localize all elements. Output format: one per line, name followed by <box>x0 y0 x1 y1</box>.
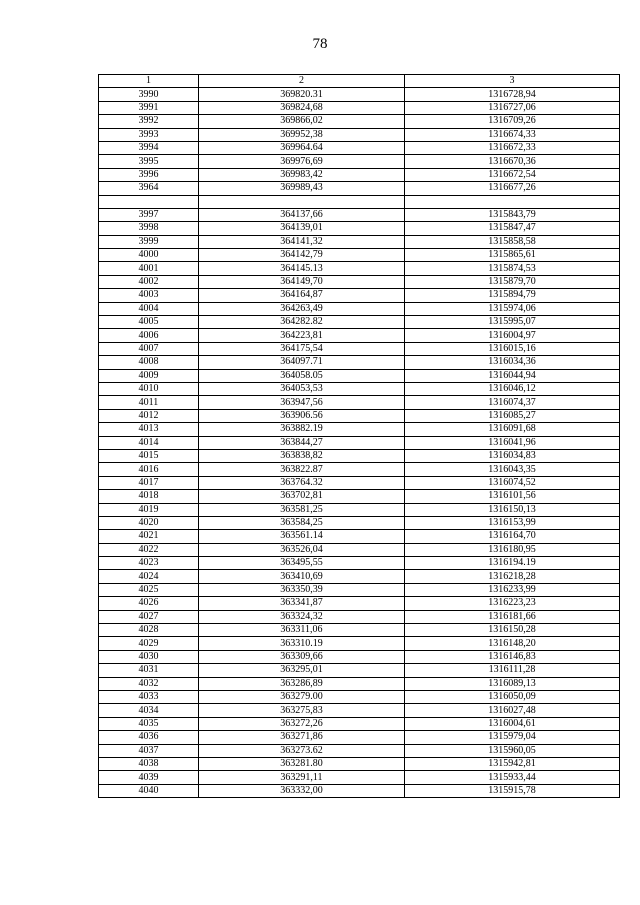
x-coordinate-cell: 364282.82 <box>199 316 405 329</box>
table-row <box>99 677 620 690</box>
point-number-cell: 4032 <box>99 677 199 690</box>
y-coordinate-cell: 1316153,99 <box>405 516 620 529</box>
x-coordinate-cell: 363310.19 <box>199 637 405 650</box>
table-row <box>99 583 620 596</box>
y-coordinate-cell: 1315843,79 <box>405 208 620 221</box>
point-number-cell <box>99 195 199 208</box>
table-row <box>99 624 620 637</box>
y-coordinate-cell: 1316674,33 <box>405 128 620 141</box>
y-coordinate-cell: 1315879,70 <box>405 275 620 288</box>
x-coordinate-cell <box>199 195 405 208</box>
point-number-cell: 4014 <box>99 436 199 449</box>
y-coordinate-cell: 1316034,36 <box>405 356 620 369</box>
y-coordinate-cell: 1316034,83 <box>405 449 620 462</box>
table-row <box>99 436 620 449</box>
x-coordinate-cell: 363281.80 <box>199 757 405 770</box>
point-number-cell: 4004 <box>99 302 199 315</box>
x-coordinate-cell: 364139,01 <box>199 222 405 235</box>
x-coordinate-cell: 363581,25 <box>199 503 405 516</box>
x-coordinate-cell: 363311,06 <box>199 624 405 637</box>
y-coordinate-cell: 1316223,23 <box>405 597 620 610</box>
table-row <box>99 316 620 329</box>
table-row <box>99 235 620 248</box>
y-coordinate-cell: 1315915,78 <box>405 784 620 797</box>
y-coordinate-cell: 1316101,56 <box>405 490 620 503</box>
x-coordinate-cell: 363275,83 <box>199 704 405 717</box>
point-number-cell: 3995 <box>99 155 199 168</box>
y-coordinate-cell: 1316672,33 <box>405 141 620 154</box>
y-coordinate-cell: 1315974,06 <box>405 302 620 315</box>
y-coordinate-cell: 1316164,70 <box>405 530 620 543</box>
point-number-cell: 3990 <box>99 88 199 101</box>
x-coordinate-cell: 363584,25 <box>199 516 405 529</box>
x-coordinate-cell: 363291,11 <box>199 771 405 784</box>
y-coordinate-cell: 1316046,12 <box>405 382 620 395</box>
y-coordinate-cell <box>405 195 620 208</box>
point-number-cell: 4019 <box>99 503 199 516</box>
x-coordinate-cell: 363332,00 <box>199 784 405 797</box>
point-number-cell: 4000 <box>99 249 199 262</box>
x-coordinate-cell: 364137,66 <box>199 208 405 221</box>
point-number-cell: 4006 <box>99 329 199 342</box>
point-number-cell: 4011 <box>99 396 199 409</box>
table-row <box>99 503 620 516</box>
table-row <box>99 570 620 583</box>
x-coordinate-cell: 363286,89 <box>199 677 405 690</box>
y-coordinate-cell: 1316709,26 <box>405 115 620 128</box>
table-row <box>99 101 620 114</box>
point-number-cell: 4025 <box>99 583 199 596</box>
table-row <box>99 155 620 168</box>
y-coordinate-cell: 1316194.19 <box>405 557 620 570</box>
point-number-cell: 4036 <box>99 731 199 744</box>
x-coordinate-cell: 364053,53 <box>199 382 405 395</box>
y-coordinate-cell: 1316074,37 <box>405 396 620 409</box>
table-row <box>99 262 620 275</box>
x-coordinate-cell: 363271,86 <box>199 731 405 744</box>
table-row <box>99 784 620 797</box>
y-coordinate-cell: 1316677,26 <box>405 182 620 195</box>
point-number-cell: 4021 <box>99 530 199 543</box>
x-coordinate-cell: 363838,82 <box>199 449 405 462</box>
x-coordinate-cell: 363882.19 <box>199 423 405 436</box>
x-coordinate-cell: 369976,69 <box>199 155 405 168</box>
point-number-cell: 3996 <box>99 168 199 181</box>
table-row <box>99 329 620 342</box>
y-coordinate-cell: 1316085,27 <box>405 409 620 422</box>
point-number-cell: 4039 <box>99 771 199 784</box>
table-row <box>99 128 620 141</box>
point-number-cell: 4015 <box>99 449 199 462</box>
point-number-cell: 4017 <box>99 476 199 489</box>
point-number-cell: 4013 <box>99 423 199 436</box>
coordinates-table <box>98 74 620 798</box>
x-coordinate-cell: 363295,01 <box>199 664 405 677</box>
table-row <box>99 650 620 663</box>
table-row <box>99 275 620 288</box>
point-number-cell: 4022 <box>99 543 199 556</box>
y-coordinate-cell: 1316089,13 <box>405 677 620 690</box>
x-coordinate-cell: 363309,66 <box>199 650 405 663</box>
y-coordinate-cell: 1316091,68 <box>405 423 620 436</box>
x-coordinate-cell: 363822.87 <box>199 463 405 476</box>
x-coordinate-cell: 363341,87 <box>199 597 405 610</box>
point-number-cell: 4023 <box>99 557 199 570</box>
point-number-cell: 4035 <box>99 717 199 730</box>
point-number-cell: 4031 <box>99 664 199 677</box>
table-row <box>99 369 620 382</box>
column-header: 2 <box>199 75 405 88</box>
point-number-cell: 4003 <box>99 289 199 302</box>
y-coordinate-cell: 1315979,04 <box>405 731 620 744</box>
point-number-cell: 4030 <box>99 650 199 663</box>
table-row <box>99 771 620 784</box>
point-number-cell: 4029 <box>99 637 199 650</box>
table-row <box>99 168 620 181</box>
table-row <box>99 409 620 422</box>
table-row <box>99 88 620 101</box>
point-number-cell: 4001 <box>99 262 199 275</box>
table-row <box>99 690 620 703</box>
y-coordinate-cell: 1316146,83 <box>405 650 620 663</box>
x-coordinate-cell: 363279.00 <box>199 690 405 703</box>
x-coordinate-cell: 364164,87 <box>199 289 405 302</box>
point-number-cell: 4002 <box>99 275 199 288</box>
x-coordinate-cell: 363561.14 <box>199 530 405 543</box>
point-number-cell: 4028 <box>99 624 199 637</box>
table-row <box>99 757 620 770</box>
point-number-cell: 3993 <box>99 128 199 141</box>
x-coordinate-cell: 363272,26 <box>199 717 405 730</box>
point-number-cell: 4038 <box>99 757 199 770</box>
x-coordinate-cell: 369983,42 <box>199 168 405 181</box>
y-coordinate-cell: 1315858,58 <box>405 235 620 248</box>
table-row <box>99 182 620 195</box>
y-coordinate-cell: 1315894,79 <box>405 289 620 302</box>
y-coordinate-cell: 1316044,94 <box>405 369 620 382</box>
y-coordinate-cell: 1316728,94 <box>405 88 620 101</box>
table-row <box>99 597 620 610</box>
y-coordinate-cell: 1316670,36 <box>405 155 620 168</box>
x-coordinate-cell: 363324,32 <box>199 610 405 623</box>
x-coordinate-cell: 364149,70 <box>199 275 405 288</box>
table-row <box>99 717 620 730</box>
y-coordinate-cell: 1315933,44 <box>405 771 620 784</box>
x-coordinate-cell: 364142,79 <box>199 249 405 262</box>
table-row <box>99 664 620 677</box>
point-number-cell: 4040 <box>99 784 199 797</box>
point-number-cell: 3991 <box>99 101 199 114</box>
y-coordinate-cell: 1316043,35 <box>405 463 620 476</box>
point-number-cell: 3999 <box>99 235 199 248</box>
y-coordinate-cell: 1316672,54 <box>405 168 620 181</box>
y-coordinate-cell: 1316150,28 <box>405 624 620 637</box>
point-number-cell: 4010 <box>99 382 199 395</box>
point-number-cell: 4007 <box>99 342 199 355</box>
point-number-cell: 3992 <box>99 115 199 128</box>
point-number-cell: 4033 <box>99 690 199 703</box>
point-number-cell: 4012 <box>99 409 199 422</box>
table-row <box>99 356 620 369</box>
x-coordinate-cell: 363764.32 <box>199 476 405 489</box>
table-row <box>99 637 620 650</box>
table-row <box>99 449 620 462</box>
x-coordinate-cell: 363906.56 <box>199 409 405 422</box>
point-number-cell: 4026 <box>99 597 199 610</box>
table-row <box>99 476 620 489</box>
table-row <box>99 115 620 128</box>
x-coordinate-cell: 364145.13 <box>199 262 405 275</box>
table-row <box>99 208 620 221</box>
x-coordinate-cell: 363702,81 <box>199 490 405 503</box>
x-coordinate-cell: 364175,54 <box>199 342 405 355</box>
table-row <box>99 557 620 570</box>
point-number-cell: 4034 <box>99 704 199 717</box>
y-coordinate-cell: 1316027,48 <box>405 704 620 717</box>
x-coordinate-cell: 364058.05 <box>199 369 405 382</box>
point-number-cell: 3997 <box>99 208 199 221</box>
x-coordinate-cell: 363495,55 <box>199 557 405 570</box>
y-coordinate-cell: 1316111,28 <box>405 664 620 677</box>
table-row <box>99 382 620 395</box>
table-row <box>99 141 620 154</box>
point-number-cell: 4027 <box>99 610 199 623</box>
table-row <box>99 731 620 744</box>
y-coordinate-cell: 1316180,95 <box>405 543 620 556</box>
x-coordinate-cell: 363273.62 <box>199 744 405 757</box>
y-coordinate-cell: 1316004,97 <box>405 329 620 342</box>
x-coordinate-cell: 363410,69 <box>199 570 405 583</box>
y-coordinate-cell: 1316041,96 <box>405 436 620 449</box>
y-coordinate-cell: 1316727,06 <box>405 101 620 114</box>
point-number-cell: 3964 <box>99 182 199 195</box>
y-coordinate-cell: 1316004,61 <box>405 717 620 730</box>
table-row <box>99 463 620 476</box>
point-number-cell: 4024 <box>99 570 199 583</box>
y-coordinate-cell: 1316148,20 <box>405 637 620 650</box>
point-number-cell: 4018 <box>99 490 199 503</box>
table-row <box>99 423 620 436</box>
y-coordinate-cell: 1315942,81 <box>405 757 620 770</box>
y-coordinate-cell: 1316015,16 <box>405 342 620 355</box>
point-number-cell: 4037 <box>99 744 199 757</box>
y-coordinate-cell: 1315865,61 <box>405 249 620 262</box>
point-number-cell: 3998 <box>99 222 199 235</box>
y-coordinate-cell: 1316074,52 <box>405 476 620 489</box>
table-row <box>99 396 620 409</box>
point-number-cell: 4009 <box>99 369 199 382</box>
x-coordinate-cell: 363844,27 <box>199 436 405 449</box>
x-coordinate-cell: 363350,39 <box>199 583 405 596</box>
y-coordinate-cell: 1316233,99 <box>405 583 620 596</box>
x-coordinate-cell: 369952,38 <box>199 128 405 141</box>
x-coordinate-cell: 369866,02 <box>199 115 405 128</box>
x-coordinate-cell: 369964.64 <box>199 141 405 154</box>
table-row <box>99 704 620 717</box>
y-coordinate-cell: 1315995,07 <box>405 316 620 329</box>
table-row <box>99 530 620 543</box>
point-number-cell: 3994 <box>99 141 199 154</box>
x-coordinate-cell: 364263,49 <box>199 302 405 315</box>
table-row <box>99 744 620 757</box>
y-coordinate-cell: 1315847,47 <box>405 222 620 235</box>
point-number-cell: 4005 <box>99 316 199 329</box>
x-coordinate-cell: 369824,68 <box>199 101 405 114</box>
y-coordinate-cell: 1316050,09 <box>405 690 620 703</box>
x-coordinate-cell: 364141,32 <box>199 235 405 248</box>
table-row <box>99 543 620 556</box>
table-body <box>99 88 620 798</box>
table-header-row <box>99 75 620 88</box>
table-row <box>99 249 620 262</box>
column-header: 3 <box>405 75 620 88</box>
x-coordinate-cell: 369820.31 <box>199 88 405 101</box>
y-coordinate-cell: 1316181,66 <box>405 610 620 623</box>
point-number-cell: 4016 <box>99 463 199 476</box>
x-coordinate-cell: 363526,04 <box>199 543 405 556</box>
table-row <box>99 342 620 355</box>
y-coordinate-cell: 1316150,13 <box>405 503 620 516</box>
x-coordinate-cell: 364097.71 <box>199 356 405 369</box>
table-row <box>99 289 620 302</box>
point-number-cell: 4008 <box>99 356 199 369</box>
x-coordinate-cell: 364223,81 <box>199 329 405 342</box>
y-coordinate-cell: 1315960,05 <box>405 744 620 757</box>
table-row <box>99 516 620 529</box>
table-row <box>99 195 620 208</box>
y-coordinate-cell: 1316218,28 <box>405 570 620 583</box>
point-number-cell: 4020 <box>99 516 199 529</box>
x-coordinate-cell: 363947,56 <box>199 396 405 409</box>
table-row <box>99 610 620 623</box>
y-coordinate-cell: 1315874,53 <box>405 262 620 275</box>
x-coordinate-cell: 369989,43 <box>199 182 405 195</box>
page-number: 78 <box>312 36 328 52</box>
table-row <box>99 490 620 503</box>
table-row <box>99 302 620 315</box>
column-header: 1 <box>99 75 199 88</box>
table-row <box>99 222 620 235</box>
